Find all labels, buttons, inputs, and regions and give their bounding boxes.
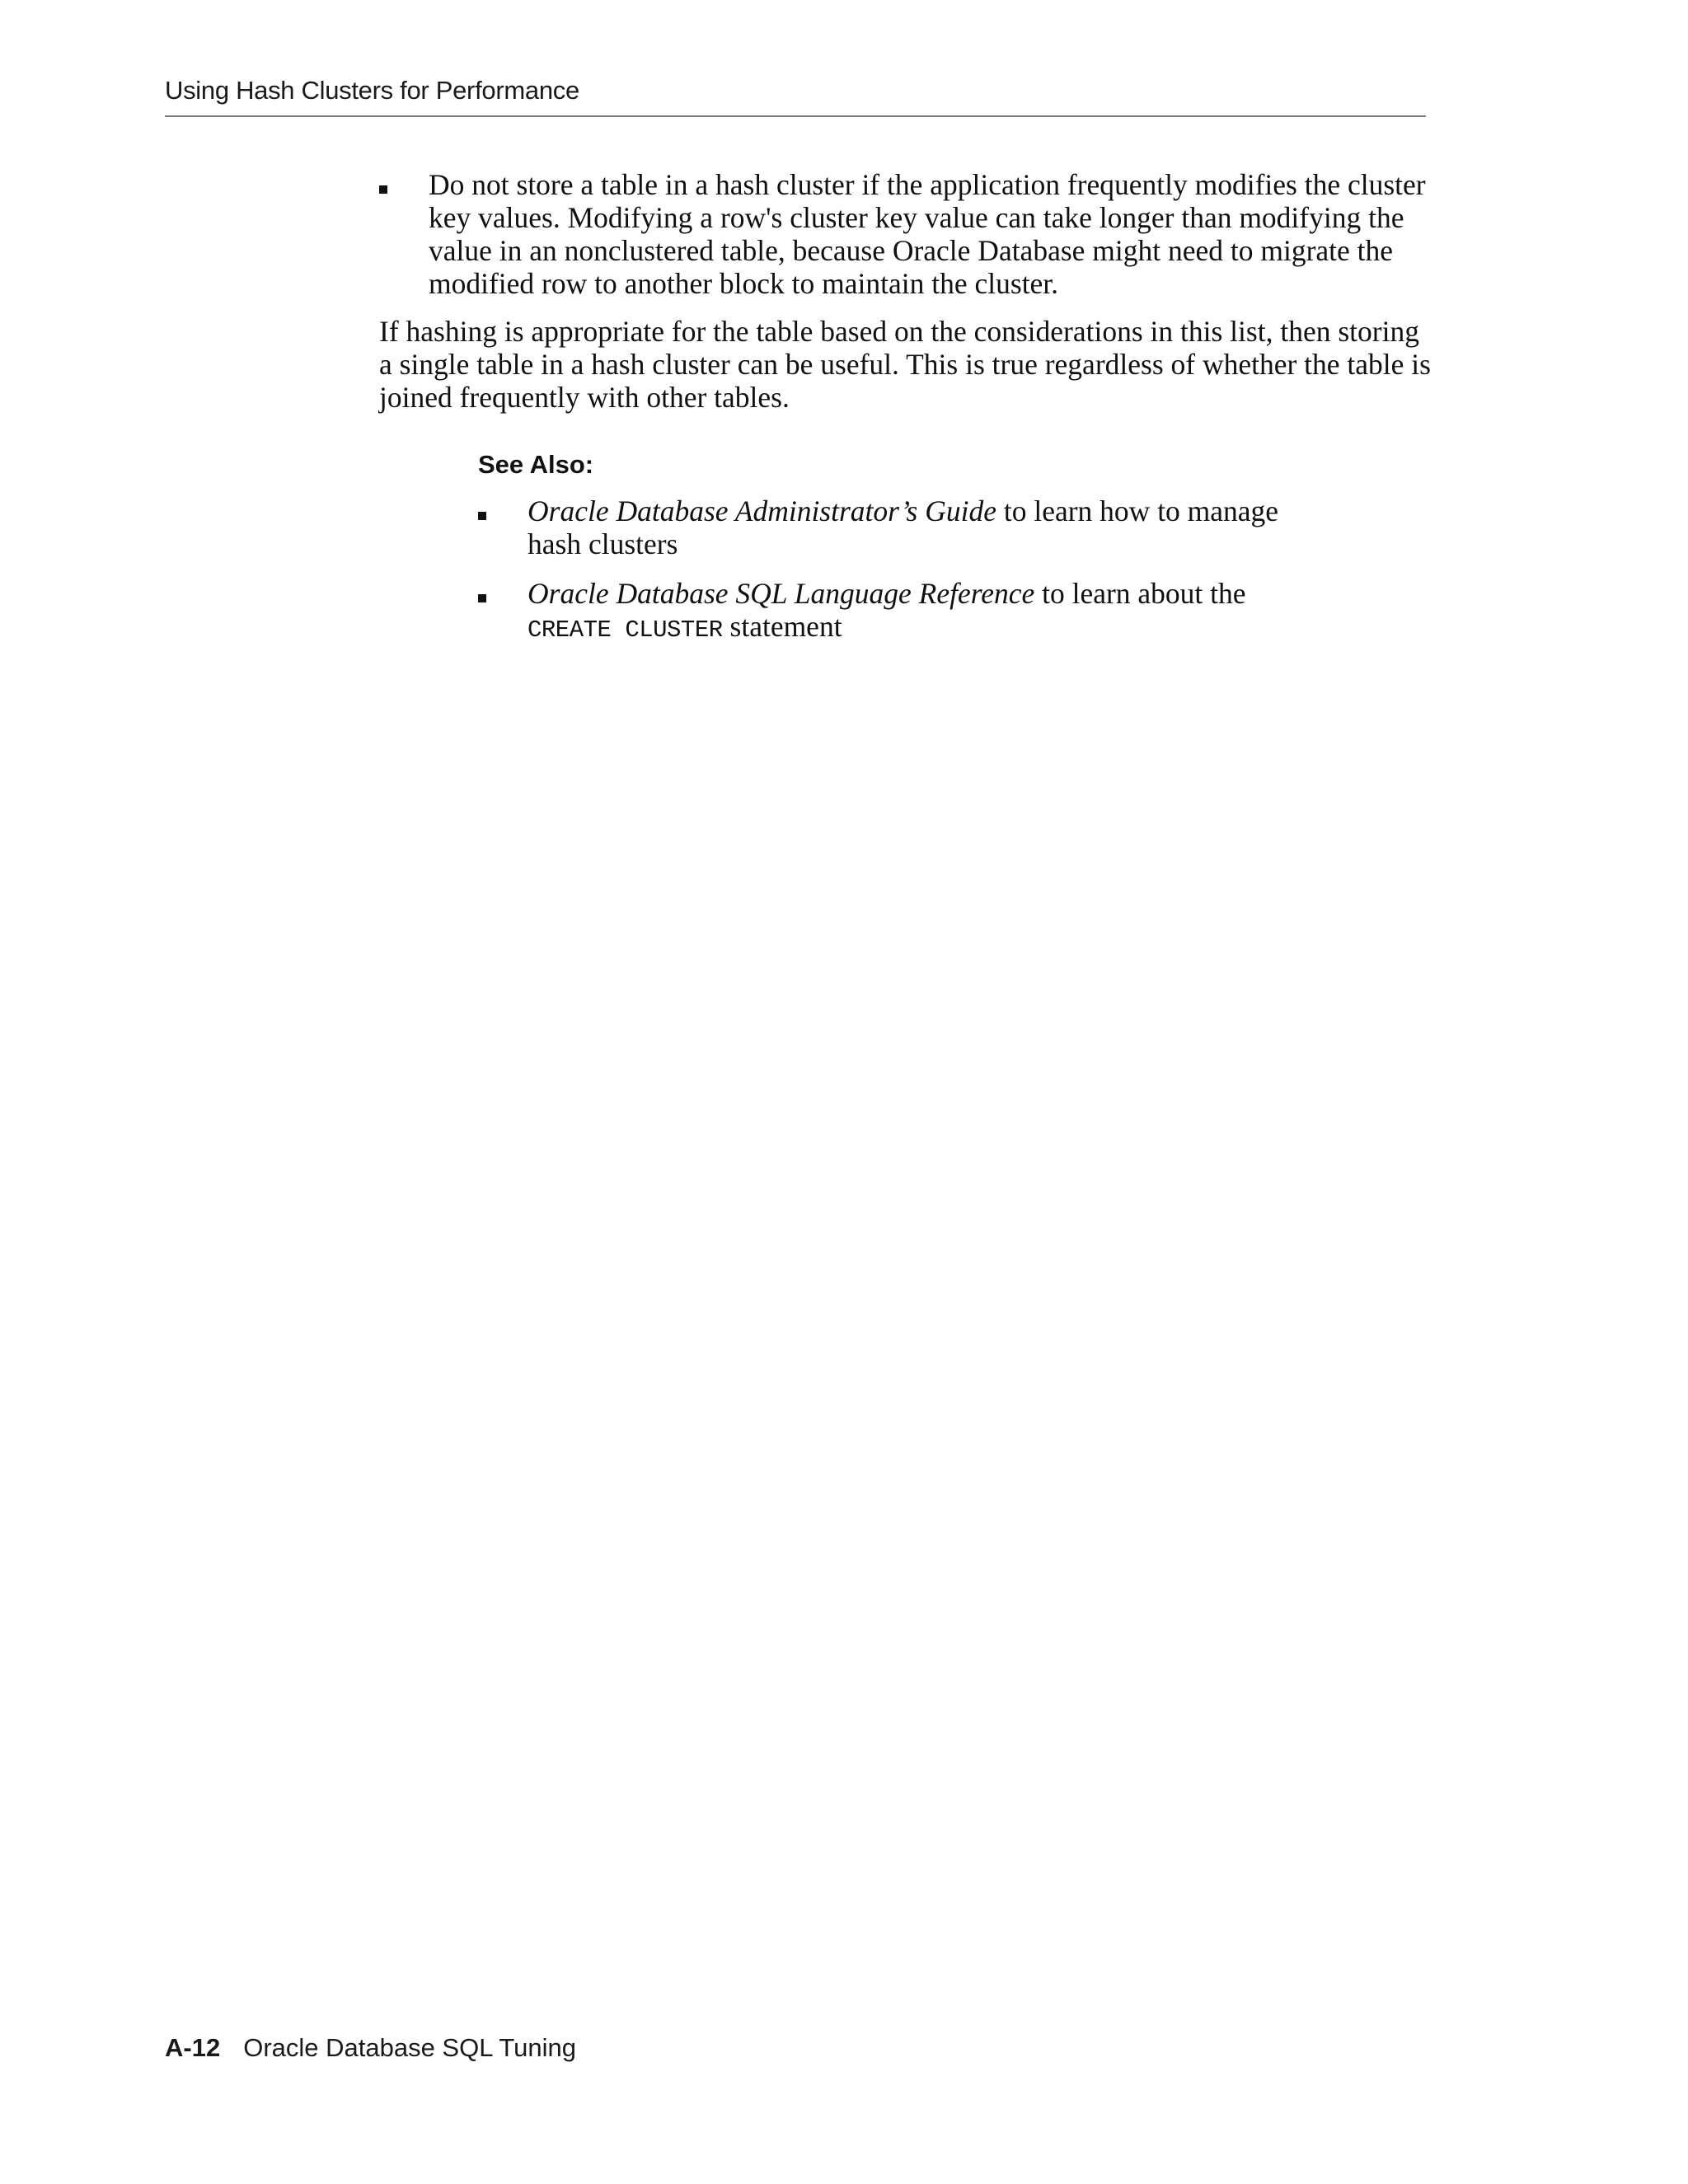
bullet-square-icon	[379, 185, 387, 194]
see-also-item	[478, 494, 1302, 560]
see-also-item-text: to learn about the	[1034, 577, 1246, 610]
page-footer	[165, 2033, 576, 2063]
bullet-list	[379, 168, 1442, 300]
bullet-square-icon	[478, 594, 486, 602]
see-also-item-text: to learn how to manage hash clusters	[528, 494, 1279, 560]
book-title-link[interactable]: Oracle Database Administrator’s Guide	[528, 494, 996, 527]
running-header: Using Hash Clusters for Performance	[165, 76, 579, 105]
header-rule	[165, 115, 1426, 117]
see-also-list	[478, 494, 1302, 647]
see-also-item	[478, 577, 1302, 647]
see-also-heading: See Also:	[478, 450, 594, 479]
see-also-item-text-after: statement	[722, 610, 842, 643]
book-title-link[interactable]: Oracle Database SQL Language Reference	[528, 577, 1035, 610]
list-item-text: Do not store a table in a hash cluster if the application frequently modifies the cluster key values. Modifying a row's cluster key value can take longer than modifying the value in an nonclustered table, because Oracle Database might need to migrate the modified row to another block to maintain the cluster.	[429, 168, 1426, 300]
bullet-square-icon	[478, 512, 486, 520]
page-number: A-12	[165, 2033, 221, 2062]
footer-book-title: Oracle Database SQL Tuning	[243, 2033, 577, 2062]
list-item	[379, 168, 1442, 300]
see-also-note	[478, 448, 1302, 647]
body-paragraph: If hashing is appropriate for the table based on the considerations in this list, then storing a single table in a hash cluster can be useful. This is true regardless of whether the table is joined frequently with other tables.	[379, 315, 1431, 414]
code-keyword: CREATE CLUSTER	[528, 616, 723, 644]
body-content	[379, 168, 1442, 663]
